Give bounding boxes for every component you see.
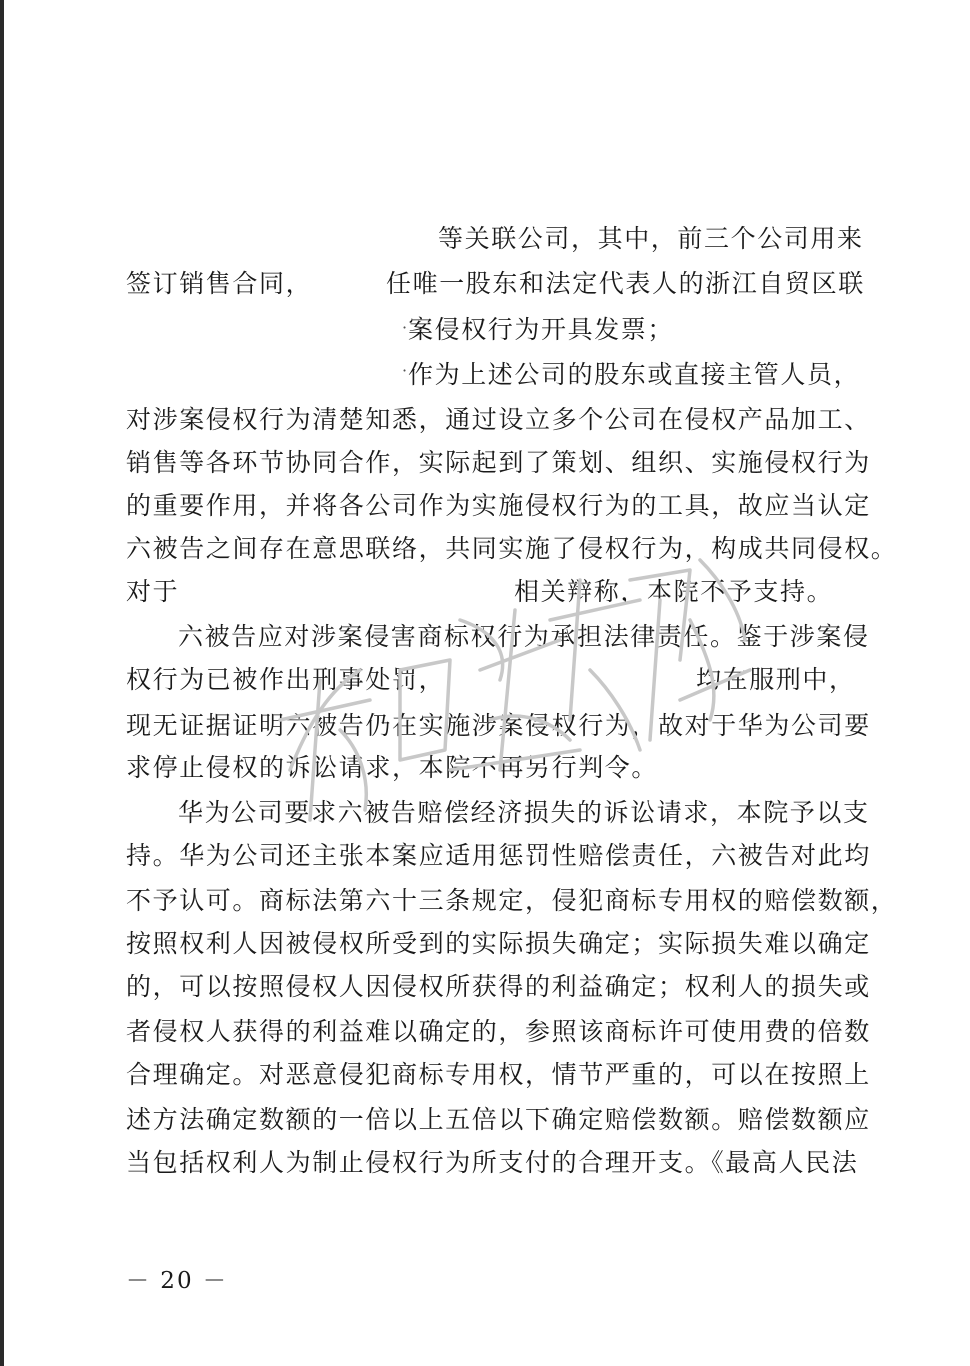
paragraph-line: 者侵权人获得的利益难以确定的，参照该商标许可使用费的倍数	[126, 1017, 871, 1046]
text-segment: 等关联公司，其中，前三个公司用来	[438, 224, 864, 253]
paragraph-line: 对涉案侵权行为清楚知悉，通过设立多个公司在侵权产品加工、	[126, 405, 871, 434]
paragraph-line: 求停止侵权的诉讼请求，本院不再另行判令。	[126, 753, 659, 782]
text-segment: 均在服刑中，	[696, 665, 856, 694]
page-left-edge	[0, 0, 4, 1366]
paragraph-line	[126, 615, 870, 659]
paragraph-line: 六被告之间存在意思联络，共同实施了侵权行为，构成共同侵权。	[126, 534, 898, 563]
paragraph-line: 销售等各环节协同合作，实际起到了策划、组织、实施侵权行为	[126, 448, 871, 477]
text-segment: 权行为已被作出刑事处罚，	[126, 665, 446, 694]
paragraph-line: 不予认可。商标法第六十三条规定，侵犯商标专用权的赔偿数额，	[126, 886, 898, 915]
paragraph-line	[126, 570, 852, 614]
paragraph-line	[126, 308, 852, 352]
redaction-mark: ·	[402, 318, 409, 337]
page-number: － 20 －	[126, 1268, 228, 1294]
paragraph-line	[126, 217, 864, 261]
text-segment: 对于	[126, 577, 180, 606]
paragraph-line: 合理确定。对恶意侵犯商标专用权，情节严重的，可以在按照上	[126, 1060, 871, 1089]
paragraph-line: 现无证据证明六被告仍在实施涉案侵权行为，故对于华为公司要	[126, 711, 871, 740]
redaction-mark: ·	[402, 361, 409, 380]
text-segment: 案侵权行为开具发票；	[408, 315, 675, 344]
paragraph-line	[126, 262, 865, 306]
paragraph-line: 的，可以按照侵权人因侵权所获得的利益确定；权利人的损失或	[126, 972, 871, 1001]
paragraph-line: 持。华为公司还主张本案应适用惩罚性赔偿责任，六被告对此均	[126, 841, 871, 870]
text-segment: 作为上述公司的股东或直接主管人员，	[408, 360, 861, 389]
paragraph-line: 述方法确定数额的一倍以上五倍以下确定赔偿数额。赔偿数额应	[126, 1105, 871, 1134]
text-segment: 任唯一股东和法定代表人的浙江自贸区联	[386, 269, 865, 298]
text-segment: 华为公司要求六被告赔偿经济损失的诉讼请求，本院予以支	[178, 798, 870, 827]
text-segment: 六被告应对涉案侵害商标权行为承担法律责任。鉴于涉案侵	[178, 622, 870, 651]
text-segment: 相关辩称，本院不予支持。	[514, 577, 834, 606]
paragraph-line: 按照权利人因被侵权所受到的实际损失确定；实际损失难以确定	[126, 929, 871, 958]
paragraph-line: 的重要作用，并将各公司作为实施侵权行为的工具，故应当认定	[126, 491, 871, 520]
paragraph-line: 当包括权利人为制止侵权行为所支付的合理开支。《最高人民法	[126, 1148, 859, 1177]
paragraph-line	[126, 791, 870, 835]
paragraph-line	[126, 353, 861, 397]
text-segment: 签订销售合同，	[126, 269, 313, 298]
paragraph-line	[126, 658, 856, 702]
